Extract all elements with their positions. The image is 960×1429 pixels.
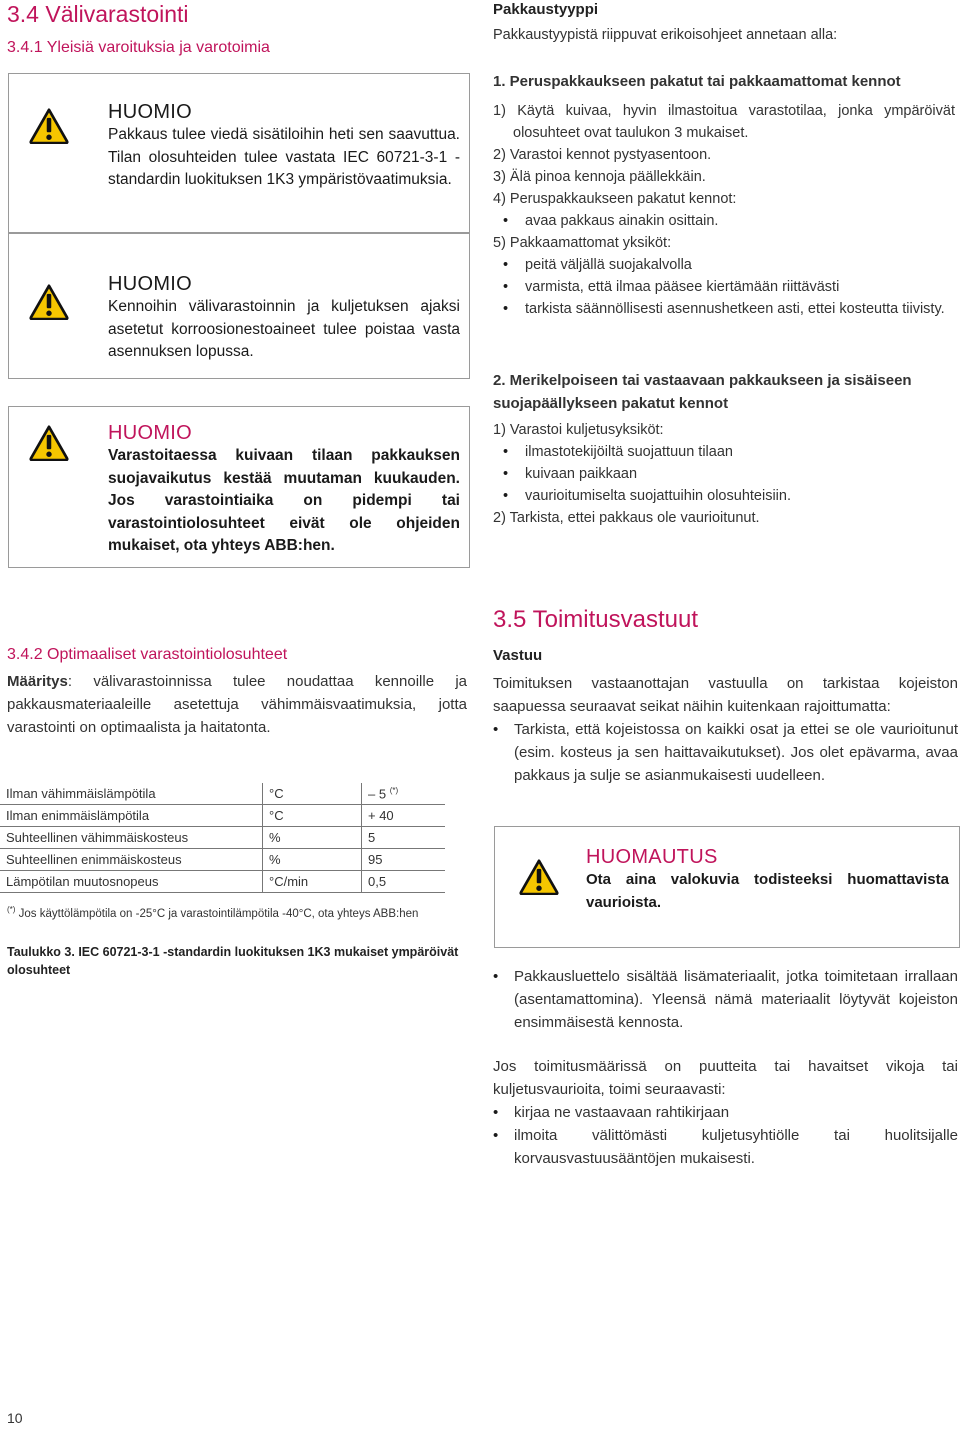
bullet-item: • vaurioitumiselta suojattuihin olosuhteisiin. [503, 485, 955, 507]
table-footnote: (*) Jos käyttölämpötila on -25°C ja varastointilämpötila -40°C, ota yhteys ABB:hen [7, 905, 419, 920]
table-row [0, 783, 445, 805]
bullet-item: • Tarkista, että kojeistossa on kaikki osat ja ettei se ole vaurioitunut (esim. kosteus ja sen haittavaikutukset). Jos olet epävarma, avaa pakkaus ja sulje se asianmukaisesti uudelleen. [493, 718, 958, 787]
packaging-section-2-title: 2. Merikelpoiseen tai vastaavaan pakkaukseen ja sisäiseen suojapäällykseen pakatut kennot [493, 372, 912, 412]
note-box [494, 826, 960, 948]
delivery-intro: Toimituksen vastaanottajan vastuulla on tarkistaa kojeiston saapuessa seuraavat seikat näihin kuitenkaan rajoittumatta: [493, 675, 958, 715]
bullet-item: • kirjaa ne vastaavaan rahtikirjaan [493, 1101, 958, 1124]
list-item: 4) Peruspakkaukseen pakatut kennot: [493, 191, 737, 207]
bullet-item: • ilmoita välittömästi kuljetusyhtiölle tai huolitsijalle korvausvastuusääntöjen mukaisesti. [493, 1124, 958, 1170]
table-cell-unit: % [263, 827, 362, 849]
bullet-item: • Pakkausluettelo sisältää lisämateriaalit, jotka toimitetaan irrallaan (asentamattomina). Yleensä nämä materiaalit löytyvät kojeiston ensimmäisestä kennosta. [493, 965, 958, 1034]
warning-title: HUOMIO [108, 273, 193, 295]
table-cell-value: 0,5 [362, 871, 446, 893]
packaging-intro: Pakkaustyypistä riippuvat erikoisohjeet annetaan alla: [493, 27, 838, 43]
subsection-title: 3.4.1 Yleisiä varoituksia ja varotoimia [7, 39, 270, 56]
table-cell-value: – 5 (*) [362, 783, 446, 805]
bullet-item: • peitä väljällä suojakalvolla [503, 254, 955, 276]
section-title: 3.4 Välivarastointi [7, 1, 189, 27]
packaging-heading: Pakkaustyyppi [493, 1, 599, 18]
delivery-subheading: Vastuu [493, 647, 543, 664]
table-caption: Taulukko 3. IEC 60721-3-1 -standardin luokituksen 1K3 mukaiset ympäröivät olosuhteet [7, 945, 459, 977]
optimal-title: 3.4.2 Optimaaliset varastointiolosuhteet [7, 646, 288, 663]
list-item: 1) Varastoi kuljetusyksiköt: [493, 422, 664, 438]
table-cell-value: 95 [362, 849, 446, 871]
packaging-section-1-list [493, 100, 955, 320]
warning-title: HUOMIO [108, 422, 193, 444]
conditions-table [0, 783, 445, 893]
bullet-item: • ilmastotekijöiltä suojattuun tilaan [503, 441, 955, 463]
table-cell-label: Lämpötilan muutosnopeus [0, 871, 263, 893]
warning-text: Kennoihin välivarastoinnin ja kuljetuksen ajaksi asetetut korroosionestoaineet tulee poistaa vasta asennuksen lopussa. [108, 298, 460, 360]
list-item: 3) Älä pinoa kennoja päällekkäin. [493, 169, 706, 185]
table-row [0, 849, 445, 871]
bullet-item: • tarkista säännöllisesti asennushetkeen asti, ettei kosteutta tiivisty. [503, 298, 955, 320]
note-text: Ota aina valokuvia todisteeksi huomattavista vaurioista. [586, 871, 949, 911]
list-item: 2) Tarkista, ettei pakkaus ole vaurioitunut. [493, 510, 760, 526]
bullet-item: • varmista, että ilmaa pääsee kiertämään riittävästi [503, 276, 955, 298]
table-cell-label: Ilman vähimmäislämpötila [0, 783, 263, 805]
packaging-section-2-list [493, 419, 955, 529]
definition-paragraph [7, 670, 467, 739]
delivery-title: 3.5 Toimitusvastuut [493, 606, 698, 633]
list-item: 2) Varastoi kennot pystyasentoon. [493, 147, 712, 163]
table-cell-label: Suhteellinen vähimmäiskosteus [0, 827, 263, 849]
warning-title: HUOMIO [108, 101, 193, 123]
table-row [0, 871, 445, 893]
table-cell-label: Ilman enimmäislämpötila [0, 805, 263, 827]
bullet-item: • kuivaan paikkaan [503, 463, 955, 485]
table-cell-value: 5 [362, 827, 446, 849]
warning-box-1 [8, 73, 470, 233]
warning-icon [29, 425, 69, 461]
note-title: HUOMAUTUS [586, 846, 718, 868]
table-row [0, 827, 445, 849]
damage-bullet-list [493, 1101, 958, 1170]
definition-text: : välivarastoinnissa tulee noudattaa kennoille ja pakkausmateriaaleille asetettuja vähimmäisvaatimuksia, jotta varastointi on optimaalista ja haitatonta. [7, 673, 467, 736]
warning-text: Varastoitaessa kuivaan tilaan pakkauksen suojavaikutus kestää muutaman kuukauden. Jos varastointiaika on pidempi tai varastointiolosuhteet eivät ole ohjeiden mukaiset, ota yhteys ABB:hen. [108, 447, 460, 554]
delivery-bullet-list-2 [493, 965, 958, 1034]
table-cell-label: Suhteellinen enimmäiskosteus [0, 849, 263, 871]
packaging-section-1-title: 1. Peruspakkaukseen pakatut tai pakkaamattomat kennot [493, 73, 901, 90]
list-item: 5) Pakkaamattomat yksiköt: [493, 235, 672, 251]
warning-box-2 [8, 233, 470, 379]
warning-icon [29, 284, 69, 320]
table-cell-value: + 40 [362, 805, 446, 827]
table-cell-unit: °C [263, 805, 362, 827]
delivery-bullet-list-1 [493, 718, 958, 787]
definition-label: Määritys [7, 673, 68, 690]
list-item: 1) Käytä kuivaa, hyvin ilmastoitua varastotilaa, jonka ympäröivät olosuhteet ovat taulukon 3 mukaiset. [493, 103, 955, 141]
bullet-item: • avaa pakkaus ainakin osittain. [503, 210, 955, 232]
warning-text: Pakkaus tulee viedä sisätiloihin heti sen saavuttua. Tilan olosuhteiden tulee vastata IEC 60721-3-1 -standardin luokituksen 1K3 ympäristövaatimuksia. [108, 126, 460, 188]
warning-icon [29, 108, 69, 144]
damage-intro: Jos toimitusmäärissä on puutteita tai havaitset vikoja tai kuljetusvaurioita, toimi seuraavasti: [493, 1058, 958, 1098]
warning-box-3 [8, 406, 470, 568]
page-number: 10 [7, 1410, 23, 1426]
table-row [0, 805, 445, 827]
warning-icon [519, 859, 559, 895]
table-cell-unit: °C/min [263, 871, 362, 893]
table-cell-unit: °C [263, 783, 362, 805]
table-cell-unit: % [263, 849, 362, 871]
